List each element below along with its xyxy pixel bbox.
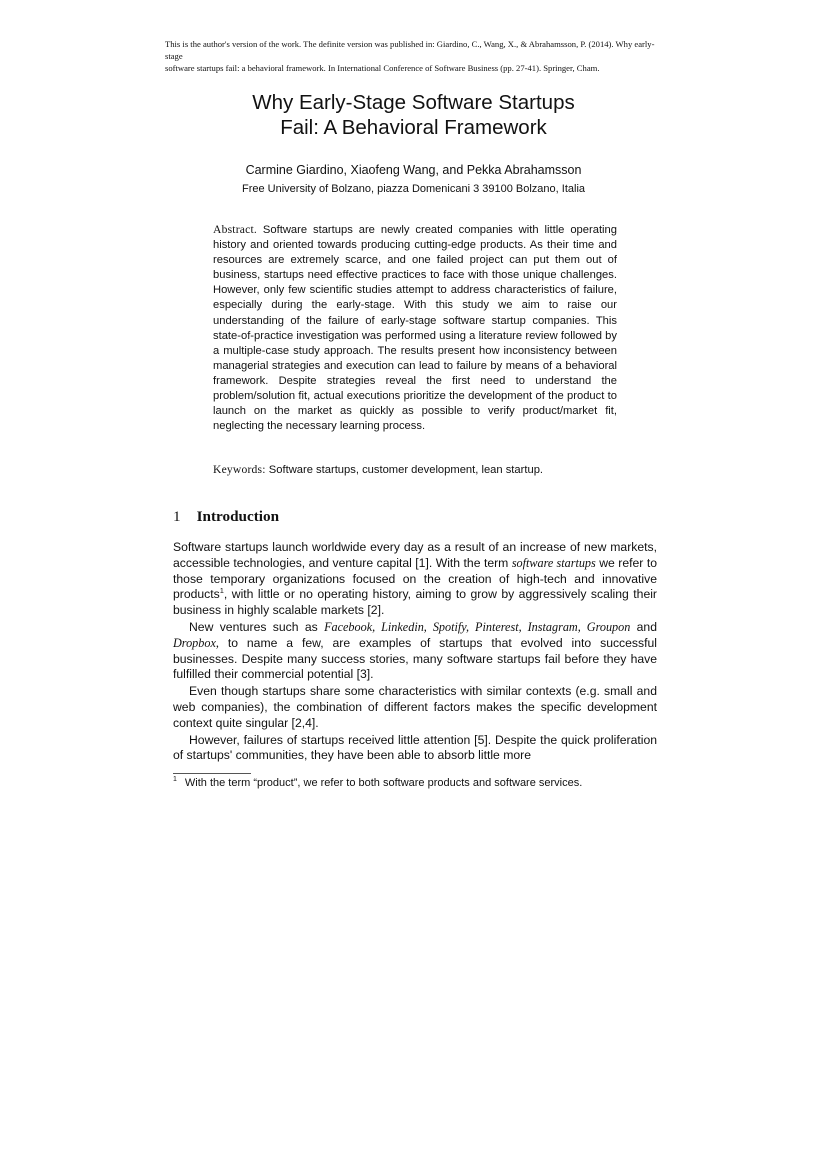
paragraph-1-text-c: , with little or no operating history, aiming to grow by aggressively scaling their business in highly scalable markets [2]. bbox=[173, 587, 657, 618]
paragraph-1-term: software startups bbox=[511, 555, 596, 570]
paper-title-line-1: Why Early-Stage Software Startups bbox=[252, 91, 575, 114]
paragraph-1-text-a: Software startups launch worldwide every day as a result of an increase of new markets, accessible technologies, and venture capital [1]. With the term bbox=[173, 540, 657, 570]
publication-note-line-2: software startups fail: a behavioral framework. In International Conference of Software Business (pp. 27-41). Springer, Cham. bbox=[165, 63, 600, 73]
paper-title bbox=[150, 90, 677, 140]
paragraph-2-and: and bbox=[630, 619, 657, 634]
section-heading bbox=[173, 507, 573, 527]
footnote bbox=[173, 776, 657, 790]
footnote-reference[interactable]: 1 bbox=[219, 586, 224, 596]
paragraph-3: Even though startups share some characteristics with similar contexts (e.g. small and web companies), the combination of different factors makes the specific development context quite singular [2,4]. bbox=[173, 684, 657, 730]
paragraph-1-text-b: we refer to those temporary organizations focused on the creation of high-tech and innovative products bbox=[173, 555, 657, 602]
paragraph-2-dropbox: Dropbox, bbox=[173, 635, 219, 650]
section-number: 1 bbox=[173, 508, 181, 525]
publication-note-line-1: This is the author's version of the work. The definite version was published in: Giardino, C., Wang, X., & Abrahamsson, P. (2014). Why early-stage bbox=[165, 39, 655, 61]
keywords-label: Keywords: bbox=[213, 463, 266, 476]
paragraph-2-company-names: Facebook, Linkedin, Spotify, Pinterest, Instagram, Groupon bbox=[324, 619, 631, 634]
footnote-mark: 1 bbox=[173, 776, 177, 784]
keywords-text: Software startups, customer development, lean startup. bbox=[268, 464, 544, 476]
author-list: Carmine Giardino, Xiaofeng Wang, and Pekka Abrahamsson bbox=[245, 163, 582, 177]
affiliation: Free University of Bolzano, piazza Domenicani 3 39100 Bolzano, Italia bbox=[241, 183, 586, 195]
paragraph-4: However, failures of startups received little attention [5]. Despite the quick proliferation of startups' communities, they have been able to absorb little more bbox=[173, 732, 657, 763]
paragraph-2-text-b: to name a few, are examples of startups that evolved into successful businesses. Despite many success stories, many software startups fail before they have fulfilled their commercial potential [3]. bbox=[173, 635, 657, 682]
paragraph-1 bbox=[173, 540, 657, 619]
paragraph-2-text-a: New ventures such as bbox=[189, 619, 325, 634]
paragraph-2 bbox=[173, 620, 657, 683]
section-body bbox=[173, 540, 657, 764]
paper-title-line-2: Fail: A Behavioral Framework bbox=[280, 116, 547, 139]
keywords bbox=[213, 462, 617, 478]
publication-note bbox=[165, 38, 670, 74]
abstract bbox=[213, 222, 617, 434]
abstract-label: Abstract. bbox=[213, 223, 257, 236]
abstract-text: Software startups are newly created companies with little operating history and oriented towards producing cutting-edge products. As their time and resources are extremely scarce, and one failed project can put them out of business, startups need effective practices to face with those unique challenges. However, only few scientific studies attempt to address characteristics of failure, especially during the early-stage. With this study we aim to raise our understanding of the failure of early-stage software startup companies. This state-of-practice investigation was performed using a literature review followed by a multiple-case study approach. The results present how inconsistency between managerial strategies and execution can lead to failure by means of a behavioral framework. Despite strategies reveal the first need to understand the problem/solution fit, actual executions prioritize the development of the product to launch on the market as quickly as possible to verify product/market fit, neglecting the necessary learning process. bbox=[213, 224, 617, 433]
footnote-rule bbox=[173, 773, 251, 774]
footnote-text: With the term “product”, we refer to both software products and software services. bbox=[184, 777, 583, 789]
section-title: Introduction bbox=[196, 508, 280, 525]
